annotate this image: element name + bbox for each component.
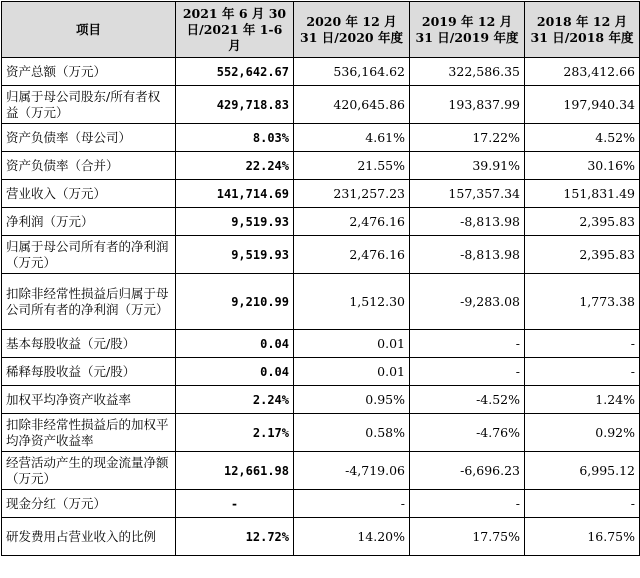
table-row [2, 236, 640, 274]
cell-value: 17.75% [410, 518, 525, 556]
cell-value: 2,476.16 [294, 236, 410, 274]
row-label: 归属于母公司所有者的净利润（万元） [2, 236, 176, 274]
cell-value: -6,696.23 [410, 452, 525, 490]
header-2019: 2019 年 12 月 31 日/2019 年度 [410, 2, 525, 58]
cell-value: 2.17% [176, 414, 294, 452]
cell-value: -8,813.98 [410, 236, 525, 274]
financial-indicators-table [1, 1, 640, 556]
cell-value: 141,714.69 [176, 180, 294, 208]
cell-value: 151,831.49 [525, 180, 640, 208]
cell-value: 420,645.86 [294, 86, 410, 124]
cell-value: 0.01 [294, 358, 410, 386]
cell-value: 0.04 [176, 330, 294, 358]
row-label: 基本每股收益（元/股） [2, 330, 176, 358]
cell-value: -8,813.98 [410, 208, 525, 236]
row-label: 资产负债率（母公司） [2, 124, 176, 152]
table-row [2, 124, 640, 152]
cell-value: 197,940.34 [525, 86, 640, 124]
row-label: 加权平均净资产收益率 [2, 386, 176, 414]
row-label: 净利润（万元） [2, 208, 176, 236]
cell-value: 2,395.83 [525, 208, 640, 236]
table-row [2, 330, 640, 358]
row-label: 资产负债率（合并） [2, 152, 176, 180]
cell-value: 16.75% [525, 518, 640, 556]
cell-value: 6,995.12 [525, 452, 640, 490]
cell-value: 8.03% [176, 124, 294, 152]
cell-value: 0.92% [525, 414, 640, 452]
row-label: 稀释每股收益（元/股） [2, 358, 176, 386]
cell-value: 193,837.99 [410, 86, 525, 124]
cell-value: 283,412.66 [525, 58, 640, 86]
cell-value: - [525, 330, 640, 358]
cell-value: 9,519.93 [176, 236, 294, 274]
table-row [2, 152, 640, 180]
table-row [2, 452, 640, 490]
row-label: 资产总额（万元） [2, 58, 176, 86]
cell-value: 0.04 [176, 358, 294, 386]
cell-value: 536,164.62 [294, 58, 410, 86]
table-row [2, 386, 640, 414]
cell-value: 12.72% [176, 518, 294, 556]
cell-value: -4.52% [410, 386, 525, 414]
cell-value: 1,773.38 [525, 274, 640, 330]
table-row [2, 180, 640, 208]
cell-value: 4.52% [525, 124, 640, 152]
cell-value: 2,476.16 [294, 208, 410, 236]
cell-value: 1,512.30 [294, 274, 410, 330]
cell-value: 552,642.67 [176, 58, 294, 86]
cell-value: 9,519.93 [176, 208, 294, 236]
row-label: 扣除非经常性损益后归属于母公司所有者的净利润（万元） [2, 274, 176, 330]
cell-value: - [525, 358, 640, 386]
cell-value: 30.16% [525, 152, 640, 180]
cell-value: - [410, 330, 525, 358]
cell-value: - [525, 490, 640, 518]
cell-value: 157,357.34 [410, 180, 525, 208]
row-label: 现金分红（万元） [2, 490, 176, 518]
row-label: 扣除非经常性损益后的加权平均净资产收益率 [2, 414, 176, 452]
cell-value: 0.01 [294, 330, 410, 358]
table-row [2, 58, 640, 86]
cell-value: -4,719.06 [294, 452, 410, 490]
table-row [2, 358, 640, 386]
cell-value: 1.24% [525, 386, 640, 414]
cell-value: 14.20% [294, 518, 410, 556]
header-2018: 2018 年 12 月 31 日/2018 年度 [525, 2, 640, 58]
table-row [2, 274, 640, 330]
cell-value: - [410, 490, 525, 518]
cell-value: 21.55% [294, 152, 410, 180]
header-2020: 2020 年 12 月 31 日/2020 年度 [294, 2, 410, 58]
cell-value: 39.91% [410, 152, 525, 180]
cell-value: 12,661.98 [176, 452, 294, 490]
cell-value: 2.24% [176, 386, 294, 414]
cell-value: 9,210.99 [176, 274, 294, 330]
cell-value: 22.24% [176, 152, 294, 180]
header-row [2, 2, 640, 58]
row-label: 研发费用占营业收入的比例 [2, 518, 176, 556]
header-2021h1: 2021 年 6 月 30 日/2021 年 1-6 月 [176, 2, 294, 58]
row-label: 营业收入（万元） [2, 180, 176, 208]
cell-value: 322,586.35 [410, 58, 525, 86]
cell-value: 2,395.83 [525, 236, 640, 274]
row-label: 归属于母公司股东/所有者权益（万元） [2, 86, 176, 124]
cell-value: 231,257.23 [294, 180, 410, 208]
table-row [2, 86, 640, 124]
cell-value: - [176, 490, 294, 518]
cell-value: 17.22% [410, 124, 525, 152]
row-label: 经营活动产生的现金流量净额（万元） [2, 452, 176, 490]
table-row [2, 208, 640, 236]
cell-value: 429,718.83 [176, 86, 294, 124]
table-row [2, 414, 640, 452]
cell-value: -4.76% [410, 414, 525, 452]
header-item: 项目 [2, 2, 176, 58]
cell-value: -9,283.08 [410, 274, 525, 330]
table-row [2, 518, 640, 556]
cell-value: 4.61% [294, 124, 410, 152]
cell-value: - [294, 490, 410, 518]
cell-value: - [410, 358, 525, 386]
cell-value: 0.95% [294, 386, 410, 414]
table-row [2, 490, 640, 518]
cell-value: 0.58% [294, 414, 410, 452]
